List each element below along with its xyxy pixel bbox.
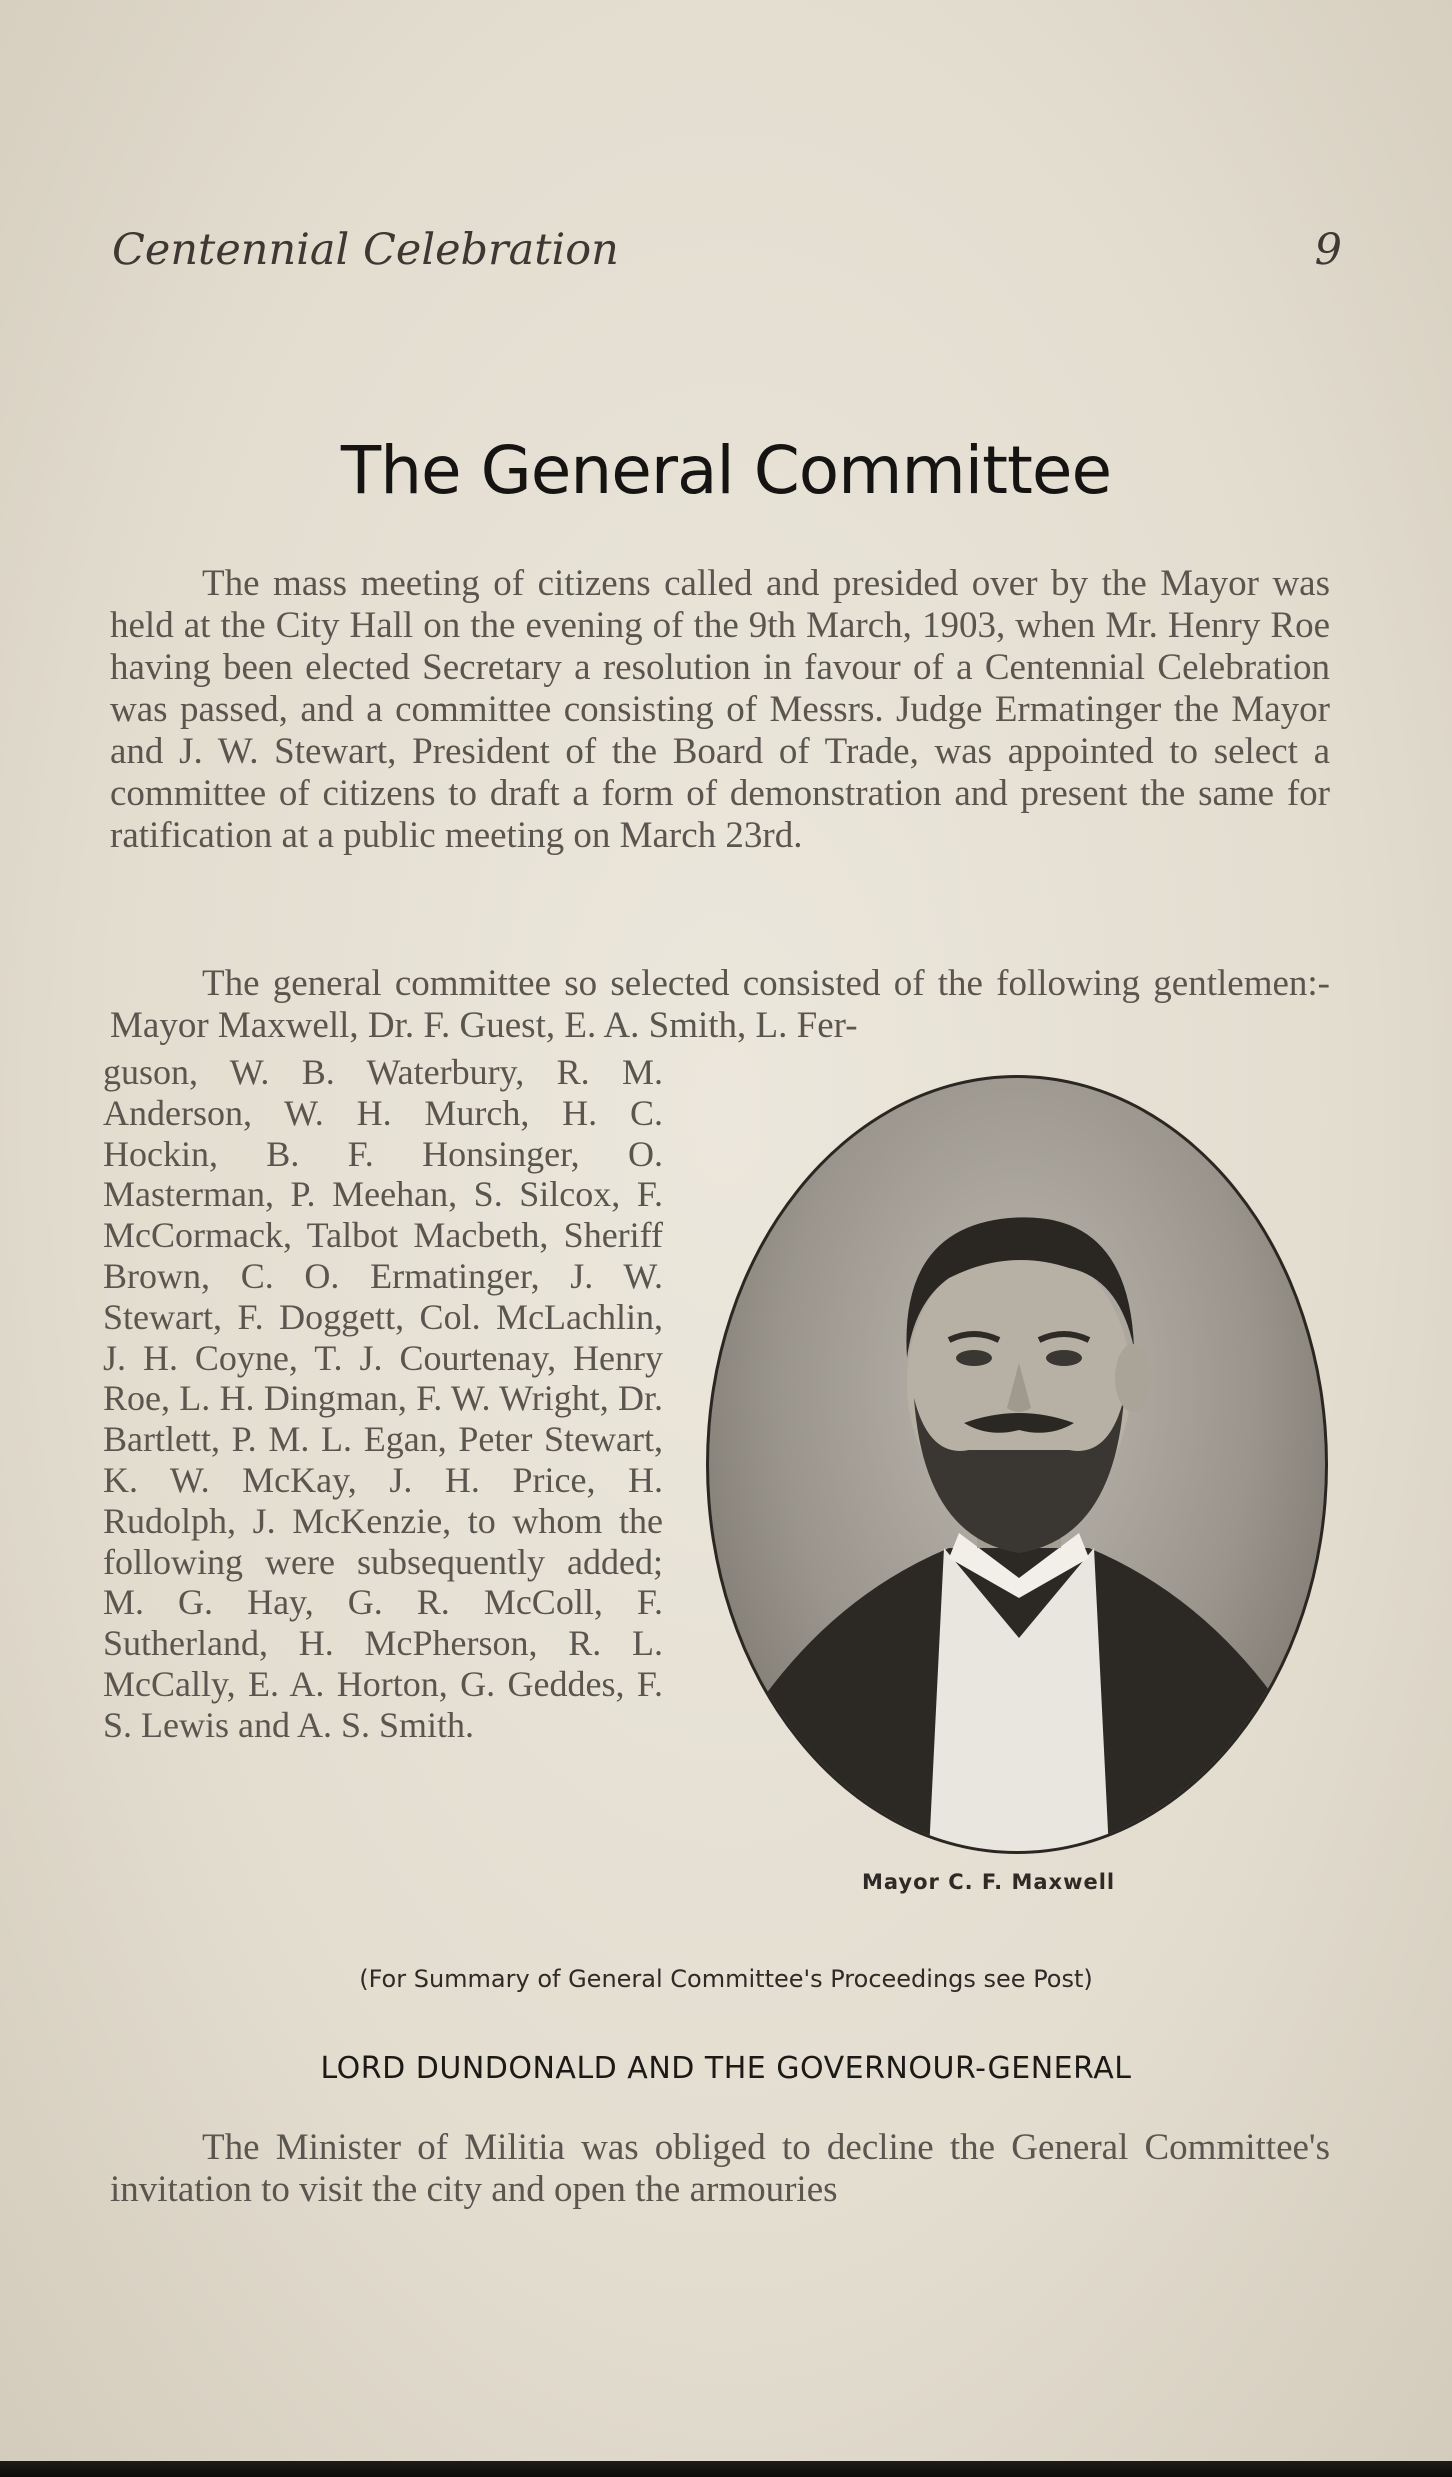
running-header <box>112 225 1342 295</box>
portrait-illustration <box>709 1078 1325 1851</box>
intro-paragraph: The mass meeting of citizens called and presided over by the Mayor was held at the City Hall on the evening of the 9th March, 1903, when Mr. Henry Roe having been elected Secretary a resolution in favour of a Centennial Celebration was passed, and a committee consisting of Messrs. Judge Ermatinger the Mayor and J. W. Stewart, President of the Board of Trade, was appointed to select a committee of citizens to draft a form of demonstration and present the same for ratification at a public meeting on March 23rd. <box>110 563 1330 856</box>
summary-note: (For Summary of General Committee's Proceedings see Post) <box>359 1965 1093 1993</box>
portrait-caption: Mayor C. F. Maxwell <box>862 1870 1116 1894</box>
mayor-portrait <box>706 1075 1328 1854</box>
page-number: 9 <box>1314 225 1342 275</box>
militia-paragraph: The Minister of Militia was obliged to decline the General Committee's invitation to visit the city and open the armouries <box>110 2127 1330 2210</box>
section-heading: LORD DUNDONALD AND THE GOVERNOUR-GENERAL <box>320 2051 1132 2086</box>
committee-paragraph: The general committee so selected consisted of the following gentlemen:-Mayor Maxwell, Dr. F. Guest, E. A. Smith, L. Fer- <box>110 963 1330 1046</box>
running-title: Centennial Celebration <box>112 225 619 275</box>
page-bottom-edge <box>0 2461 1452 2477</box>
page-title: The General Committee <box>340 432 1112 509</box>
committee-names-column: guson, W. B. Waterbury, R. M. Anderson, W. H. Murch, H. C. Hockin, B. F. Honsinger, O. Masterman, P. Meehan, S. Silcox, F. McCormack, Talbot Macbeth, Sheriff Brown, C. O. Ermatinger, J. W. Stewart, F. Doggett, Col. McLachlin, J. H. Coyne, T. J. Courtenay, Henry Roe, L. H. Dingman, F. W. Wright, Dr. Bartlett, P. M. L. Egan, Peter Stewart, K. W. McKay, J. H. Price, H. Rudolph, J. McKenzie, to whom the following were subsequently added; M. G. Hay, G. R. McColl, F. Sutherland, H. McPherson, R. L. McCally, E. A. Horton, G. Geddes, F. S. Lewis and A. S. Smith. <box>103 1052 663 1745</box>
